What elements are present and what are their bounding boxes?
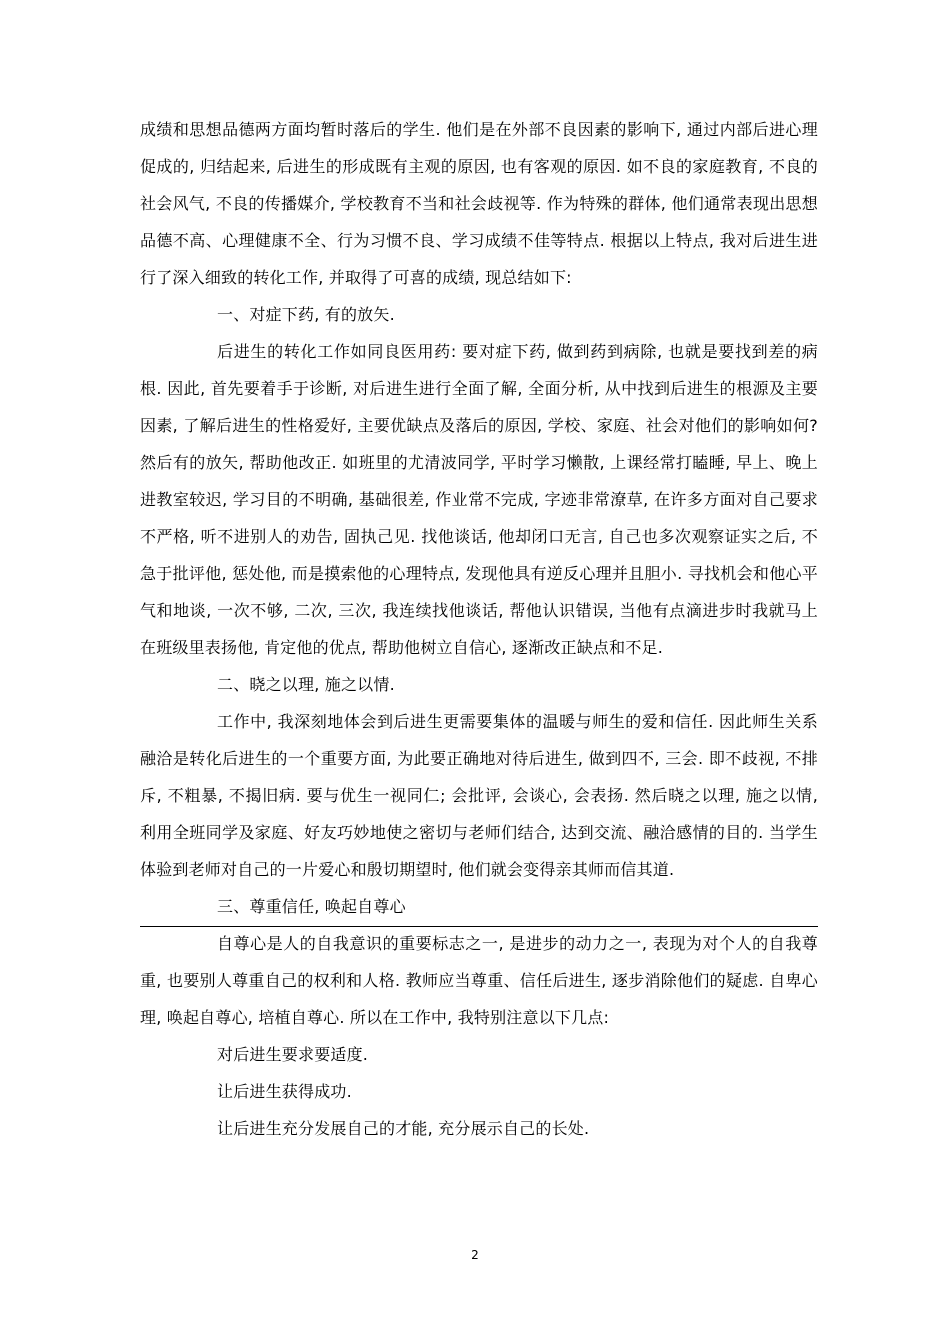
horizontal-rule <box>140 926 818 927</box>
section-heading-2: 二、晓之以理, 施之以情. <box>217 675 395 694</box>
page-number: 2 <box>471 1248 479 1262</box>
point-3: 让后进生充分发展自己的才能, 充分展示自己的长处. <box>217 1119 590 1138</box>
body-text <box>140 111 818 1147</box>
section-2-paragraph: 工作中, 我深刻地体会到后进生更需要集体的温暖与师生的爱和信任. 因此师生关系融洽是转化后进生的一个重要方面, 为此要正确地对待后进生, 做到四不, 三会. 即不歧视, 不排斥, 不粗暴, 不揭旧病. 要与优生一视同仁; 会批评, 会谈心, 会表扬. 然后晓之以理, 施之以情, 利用全班同学及家庭、好友巧妙地使之密切与老师们结合, 达到交流、融洽感情的目的. 当学生体验到老师对自己的一片爱心和殷切期望时, 他们就会变得亲其师而信其道. <box>140 712 818 879</box>
intro-paragraph: 成绩和思想品德两方面均暂时落后的学生. 他们是在外部不良因素的影响下, 通过内部后进心理促成的, 归结起来, 后进生的形成既有主观的原因, 也有客观的原因. 如不良的家庭教育, 不良的社会风气, 不良的传播媒介, 学校教育不当和社会歧视等. 作为特殊的群体, 他们通常表现出思想品德不高、心理健康不全、行为习惯不良、学习成绩不佳等特点. 根据以上特点, 我对后进生进行了深入细致的转化工作, 并取得了可喜的成绩, 现总结如下: <box>140 120 818 287</box>
section-heading-3: 三、尊重信任, 唤起自尊心 <box>217 897 406 916</box>
section-3-paragraph: 自尊心是人的自我意识的重要标志之一, 是进步的动力之一, 表现为对个人的自我尊重, 也要别人尊重自己的权利和人格. 教师应当尊重、信任后进生, 逐步消除他们的疑虑. 自卑心理, 唤起自尊心, 培植自尊心. 所以在工作中, 我特别注意以下几点: <box>140 934 818 1027</box>
point-2: 让后进生获得成功. <box>217 1082 352 1101</box>
section-1-paragraph: 后进生的转化工作如同良医用药: 要对症下药, 做到药到病除, 也就是要找到差的病根. 因此, 首先要着手于诊断, 对后进生进行全面了解, 全面分析, 从中找到后进生的根源及主要因素, 了解后进生的性格爱好, 主要优缺点及落后的原因, 学校、家庭、社会对他们的影响如何? 然后有的放矢, 帮助他改正. 如班里的尤清波同学, 平时学习懒散, 上课经常打瞌睡, 早上、晚上进教室较迟, 学习目的不明确, 基础很差, 作业常不完成, 字迹非常潦草, 在许多方面对自己要求不严格, 听不进别人的劝告, 固执己见. 找他谈话, 他却闭口无言, 自己也多次观察证实之后, 不急于批评他, 惩处他, 而是摸索他的心理特点, 发现他具有逆反心理并且胆小. 寻找机会和他心平气和地谈, 一次不够, 二次, 三次, 我连续找他谈话, 帮他认识错误, 当他有点滴进步时我就马上在班级里表扬他, 肯定他的优点, 帮助他树立自信心, 逐渐改正缺点和不足. <box>140 342 818 657</box>
point-1: 对后进生要求要适度. <box>217 1045 369 1064</box>
section-heading-1: 一、对症下药, 有的放矢. <box>217 305 395 324</box>
